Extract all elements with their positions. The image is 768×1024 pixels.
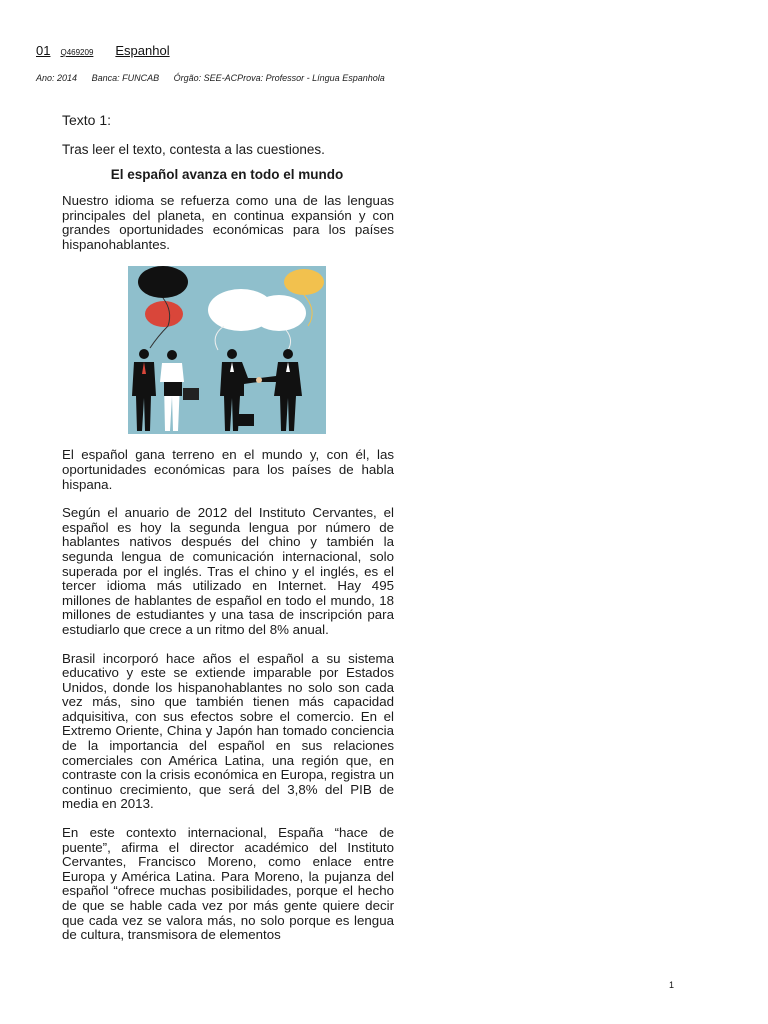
businessman-2-icon xyxy=(160,350,199,431)
illustration-svg xyxy=(128,266,326,434)
page-number: 1 xyxy=(669,980,675,990)
subject-link[interactable]: Espanhol xyxy=(115,43,170,58)
businessman-4-icon xyxy=(260,349,302,431)
question-number-link[interactable]: 01 xyxy=(36,43,51,58)
article-paragraph-1: Según el anuario de 2012 del Instituto Cervantes, el español es hoy la segunda lengua por número de hablantes nativos después del chino y también la segunda lengua de comunicación internacional, solo superada por el inglés. Tras el chino y el inglés, es el tercer idioma más utilizado en Internet. Hay 495 millones de hablantes de español en todo el mundo, 18 millones de estudiantes y una tasa de inscripción para estudiarlo que crece a un ritmo del 8% anual. xyxy=(62,505,394,637)
article-intro: Nuestro idioma se refuerza como una de las lenguas principales del planeta, en continua expansión y con grandes oportunidades económicas para los países hispanohablantes. xyxy=(62,193,394,252)
question-header xyxy=(36,43,170,58)
business-people-illustration xyxy=(128,266,326,434)
question-code-link[interactable]: Q469209 xyxy=(60,48,94,57)
white-speech-bubble-right xyxy=(252,295,306,331)
article-title: El español avanza en todo el mundo xyxy=(110,167,344,182)
businessman-3-icon xyxy=(220,349,258,431)
text-label: Texto 1: xyxy=(62,112,112,128)
text-instruction: Tras leer el texto, contesta a las cuestiones. xyxy=(62,142,325,157)
meta-year: Ano: 2014 xyxy=(36,73,78,83)
businessman-1-icon xyxy=(132,349,156,431)
meta-board: Banca: FUNCAB xyxy=(91,73,160,83)
handshake-icon xyxy=(256,377,262,383)
scanned-text-block xyxy=(60,112,394,957)
red-speech-bubble xyxy=(145,301,183,327)
article-caption: El español gana terreno en el mundo y, con él, las oportunidades económicas para los países de habla hispana. xyxy=(62,447,394,492)
article-paragraph-3: En este contexto internacional, España “hace de puente”, afirma el director académico del Instituto Cervantes, Francisco Moreno, como enlace entre Europa y América Latina. Para Moreno, la pujanza del español “ofrece muchas posibilidades, porque el hecho de que se hable cada vez por más gente quiere decir que cada vez se valora más, no solo porque es lengua de cultura, transmisora de elementos xyxy=(62,825,394,943)
meta-organ: Órgão: SEE-AC xyxy=(173,73,238,83)
black-speech-bubble xyxy=(138,266,188,298)
question-meta xyxy=(36,73,397,83)
yellow-speech-bubble xyxy=(284,269,324,295)
meta-exam: Prova: Professor - Língua Espanhola xyxy=(237,73,385,83)
article-paragraph-2: Brasil incorporó hace años el español a su sistema educativo y este se extiende imparable por Estados Unidos, donde los hispanohablantes no solo son cada vez más, sino que también tienen más capacidad adquisitiva, con sus efectos sobre el comercio. En el Extremo Oriente, China y Japón han tomado conciencia de la importancia del español en sus relaciones comerciales con América Latina, una región que, en contraste con la crisis económica en Europa, registra un continuo crecimiento, que será del 3,8% del PIB de media en 2013. xyxy=(62,650,394,812)
